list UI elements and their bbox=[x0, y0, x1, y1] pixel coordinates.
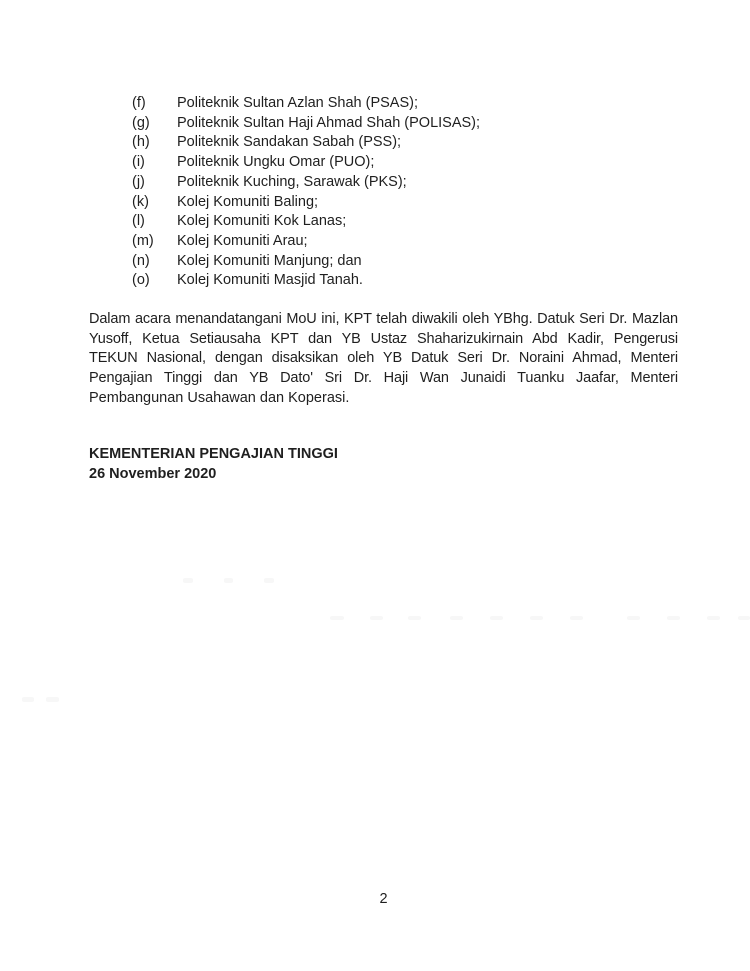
faint-artifact bbox=[224, 578, 233, 583]
ministry-name: KEMENTERIAN PENGAJIAN TINGGI bbox=[89, 446, 338, 462]
list-item-label: (n) bbox=[132, 252, 150, 269]
list-item-label: (m) bbox=[132, 232, 154, 249]
paragraph-line: Pembangunan Usahawan dan Koperasi. bbox=[89, 389, 350, 406]
list-item-label: (g) bbox=[132, 114, 150, 131]
list-item-text: Politeknik Sultan Azlan Shah (PSAS); bbox=[177, 95, 418, 111]
faint-artifact bbox=[450, 616, 463, 620]
faint-artifact bbox=[490, 616, 503, 620]
paragraph-line: Dalam acara menandatangani MoU ini, KPT telah diwakili oleh YBhg. Datuk Seri Dr. Mazlan bbox=[89, 311, 678, 327]
list-item-text: Politeknik Kuching, Sarawak (PKS); bbox=[177, 173, 407, 190]
list-item bbox=[132, 271, 678, 291]
faint-artifact bbox=[530, 616, 543, 620]
paragraph-line: Pengajian Tinggi dan YB Dato' Sri Dr. Haji Wan Junaidi Tuanku Jaafar, Menteri bbox=[89, 370, 678, 387]
faint-artifact bbox=[707, 616, 720, 620]
list-item-text: Kolej Komuniti Masjid Tanah. bbox=[177, 272, 363, 289]
list-item-label: (h) bbox=[132, 134, 150, 151]
paragraph-line: Yusoff, Ketua Setiausaha KPT dan YB Ustaz Shaharizukirnain Abd Kadir, Pengerusi bbox=[89, 330, 678, 347]
list-item bbox=[132, 114, 678, 134]
faint-artifact bbox=[183, 578, 193, 583]
list-item-label: (i) bbox=[132, 154, 145, 171]
list-item bbox=[132, 94, 678, 114]
list-item-text: Kolej Komuniti Baling; bbox=[177, 193, 319, 210]
list-item-label: (l) bbox=[132, 213, 145, 230]
page-number: 2 bbox=[379, 891, 388, 907]
faint-artifact bbox=[738, 616, 750, 620]
faint-artifact bbox=[264, 578, 274, 583]
faint-artifact bbox=[570, 616, 583, 620]
list-item-label: (k) bbox=[132, 193, 149, 210]
list-item-label: (f) bbox=[132, 95, 146, 111]
list-item-text: Politeknik Ungku Omar (PUO); bbox=[177, 154, 375, 171]
list-item-label: (o) bbox=[132, 272, 150, 289]
list-item bbox=[132, 212, 678, 232]
signoff-block bbox=[89, 445, 338, 484]
list-item-text: Politeknik Sandakan Sabah (PSS); bbox=[177, 134, 402, 151]
document-date: 26 November 2020 bbox=[89, 465, 217, 482]
faint-artifact bbox=[667, 616, 680, 620]
list-item-label: (j) bbox=[132, 173, 145, 190]
list-item-text: Kolej Komuniti Arau; bbox=[177, 232, 308, 249]
list-item bbox=[132, 173, 678, 193]
list-item bbox=[132, 133, 678, 153]
faint-artifact bbox=[330, 616, 344, 620]
list-item bbox=[132, 252, 678, 272]
list-item bbox=[132, 232, 678, 252]
faint-artifact bbox=[46, 697, 59, 702]
faint-artifact bbox=[627, 616, 640, 620]
list-item-text: Politeknik Sultan Haji Ahmad Shah (POLISAS); bbox=[177, 114, 481, 131]
list-item bbox=[132, 153, 678, 173]
list-item-text: Kolej Komuniti Kok Lanas; bbox=[177, 213, 347, 230]
body-paragraph bbox=[89, 310, 678, 409]
faint-artifact bbox=[370, 616, 383, 620]
paragraph-line: TEKUN Nasional, dengan disaksikan oleh YB Datuk Seri Dr. Noraini Ahmad, Menteri bbox=[89, 350, 678, 367]
list-item-text: Kolej Komuniti Manjung; dan bbox=[177, 252, 362, 269]
faint-artifact bbox=[408, 616, 421, 620]
faint-artifact bbox=[22, 697, 34, 702]
institution-list bbox=[132, 94, 678, 291]
list-item bbox=[132, 193, 678, 213]
